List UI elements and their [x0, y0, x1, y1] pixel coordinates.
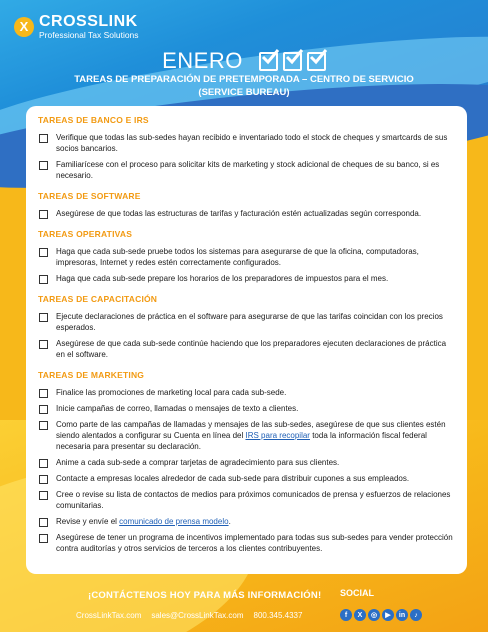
task-checkbox[interactable]: [39, 134, 48, 143]
month-header: [0, 48, 488, 74]
checkbox-check-icon: [283, 52, 302, 71]
irs-link[interactable]: IRS para recopilar: [245, 431, 310, 440]
footer-cta: ¡CONTÁCTENOS HOY PARA MÁS INFORMACIÓN!: [88, 590, 322, 601]
task-card: [26, 106, 467, 574]
task-checkbox[interactable]: [39, 534, 48, 543]
task-item: Revise y envíe el comunicado de prensa modelo.: [38, 516, 455, 527]
task-checkbox[interactable]: [39, 248, 48, 257]
task-item: Cree o revise su lista de contactos de medios para próximos comunicados de prensa y esfuerzos de relaciones comunitarias.: [38, 489, 455, 511]
task-checkbox[interactable]: [39, 389, 48, 398]
section-title-banco: TAREAS DE BANCO E IRS: [38, 115, 149, 125]
task-item: Finalice las promociones de marketing local para cada sub-sede.: [38, 387, 455, 398]
social-icons: [340, 609, 422, 621]
task-checkbox[interactable]: [39, 340, 48, 349]
task-checkbox[interactable]: [39, 313, 48, 322]
youtube-icon[interactable]: ▶: [382, 609, 394, 621]
task-checkbox[interactable]: [39, 459, 48, 468]
task-item: Contacte a empresas locales alrededor de cada sub-sede para distribuir cupones a sus empleados.: [38, 473, 455, 484]
task-item: Familiarícese con el proceso para solicitar kits de marketing y stock adicional de cheques de su banco, si es necesario.: [38, 159, 455, 181]
task-checkbox[interactable]: [39, 491, 48, 500]
website-link[interactable]: CrossLinkTax.com: [76, 611, 142, 620]
checkbox-check-icon: [307, 52, 326, 71]
logo-tagline: Professional Tax Solutions: [39, 30, 139, 40]
section-title-capacitacion: TAREAS DE CAPACITACIÓN: [38, 294, 158, 304]
tiktok-icon[interactable]: ♪: [410, 609, 422, 621]
linkedin-icon[interactable]: in: [396, 609, 408, 621]
task-item: Asegúrese de tener un programa de incentivos implementado para todas sus sub-sedes para vender protección contra auditorías y otros servicios de terceros a los clientes contribuyentes.: [38, 532, 455, 554]
task-item: Haga que cada sub-sede pruebe todos los sistemas para asegurarse de que la oficina, computadoras, impresoras, Internet y redes estén correctamente configurados.: [38, 246, 455, 268]
task-item: Como parte de las campañas de llamadas y mensajes de las sub-sedes, asegúrese de que sus clientes estén siendo alentados a configurar su Cuenta en línea del IRS para recopilar toda la información fiscal federal necesaria para presentar su declaración.: [38, 419, 455, 452]
x-icon[interactable]: X: [354, 609, 366, 621]
page-subtitle: TAREAS DE PREPARACIÓN DE PRETEMPORADA – CENTRO DE SERVICIO (SERVICE BUREAU): [74, 74, 414, 98]
task-checkbox[interactable]: [39, 275, 48, 284]
task-checkbox[interactable]: [39, 210, 48, 219]
email-link[interactable]: sales@CrossLinkTax.com: [151, 611, 244, 620]
task-checkbox[interactable]: [39, 475, 48, 484]
section-title-software: TAREAS DE SOFTWARE: [38, 191, 141, 201]
task-item: Verifique que todas las sub-sedes hayan recibido e inventariado todo el stock de cheques y smartcards de sus socios bancarios.: [38, 132, 455, 154]
checkbox-check-icon: [259, 52, 278, 71]
checkmark-row: [259, 52, 326, 71]
logo-brand: CROSSLINK: [39, 13, 138, 30]
section-title-marketing: TAREAS DE MARKETING: [38, 370, 145, 380]
social-label: SOCIAL: [340, 588, 375, 598]
task-checkbox[interactable]: [39, 405, 48, 414]
footer-contact: [76, 611, 302, 620]
facebook-icon[interactable]: f: [340, 609, 352, 621]
task-item: Ejecute declaraciones de práctica en el software para asegurarse de que las tarifas coincidan con los precios esperados.: [38, 311, 455, 333]
task-item: Anime a cada sub-sede a comprar tarjetas de agradecimiento para sus clientes.: [38, 457, 455, 468]
phone-number[interactable]: 800.345.4337: [253, 611, 303, 620]
crosslink-logo: [14, 14, 139, 40]
task-item: Haga que cada sub-sede prepare los horarios de los preparadores de impuestos para el mes.: [38, 273, 455, 284]
task-checkbox[interactable]: [39, 161, 48, 170]
task-item: Asegúrese de que todas las estructuras de tarifas y facturación estén actualizadas según corresponda.: [38, 208, 455, 219]
instagram-icon[interactable]: ◎: [368, 609, 380, 621]
task-item: Asegúrese de que cada sub-sede continúe haciendo que los preparadores ejecuten declaraciones de práctica en el software.: [38, 338, 455, 360]
section-title-operativas: TAREAS OPERATIVAS: [38, 229, 133, 239]
task-checkbox[interactable]: [39, 421, 48, 430]
month-title: ENERO: [162, 48, 243, 73]
task-checkbox[interactable]: [39, 518, 48, 527]
task-item: Inicie campañas de correo, llamadas o mensajes de texto a clientes.: [38, 403, 455, 414]
logo-mark-icon: X: [14, 17, 34, 37]
press-release-link[interactable]: comunicado de prensa modelo: [119, 517, 229, 526]
